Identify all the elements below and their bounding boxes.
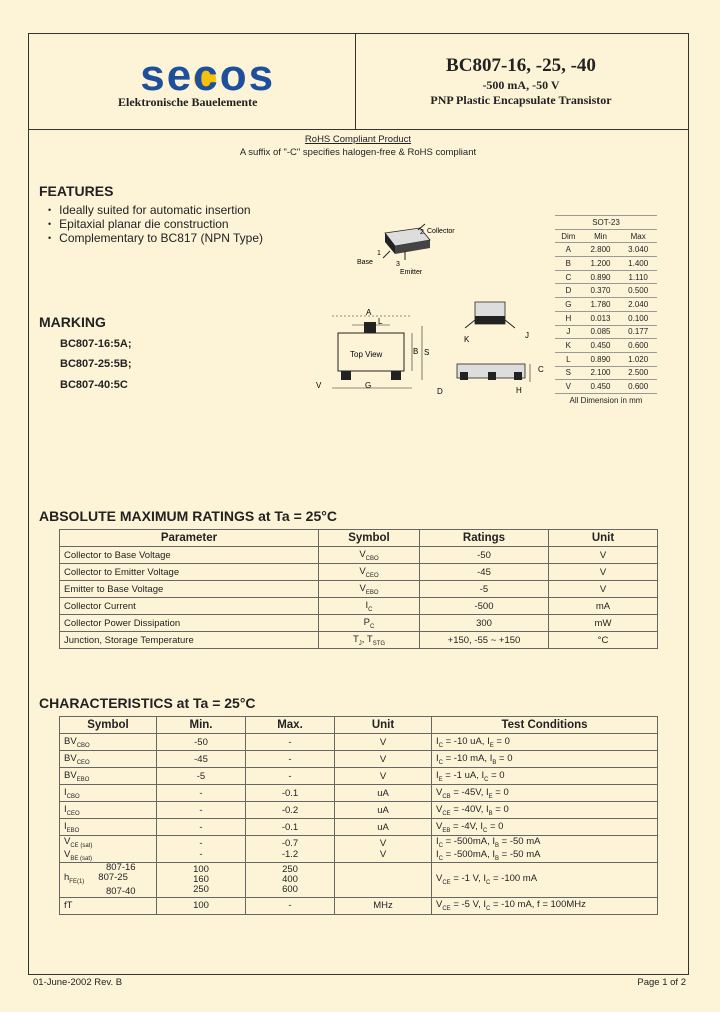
table-row: Collector Current $I_C$ -500 mA [60,598,658,615]
col-header: Unit [335,717,432,734]
top-view-label: Top View [350,350,383,359]
pin-label-collector: Collector [427,228,455,235]
col-header: Ratings [420,530,549,547]
dim-label: D [437,387,443,396]
dim-row: A 2.800 3.040 [555,243,657,257]
table-row: $I_{CEO}$ - -0.2 uA $V_{CE} = -40V$, $I_B = 0$ [60,802,658,819]
pin-number: 1 [377,250,381,257]
table-row: $BV_{CBO}$ -50 - V $I_C = -10$ uA, $I_E = 0$ [60,734,658,751]
pin-label-emitter: Emitter [400,269,423,276]
rohs-note: A suffix of "-C" specifies halogen-free & RoHS compliant [239,147,477,158]
col-header: Min. [157,717,246,734]
table-row: $V_{CE (sat)}$ $V_{BE (sat)}$ - - -0.7 -1.2 V V $I_C = -500mA$, $I_B = -50$ mA $I_C = -500mA$, $I_B = -50$ mA [60,836,658,863]
part-description: PNP Plastic Encapsulate Transistor [430,93,612,107]
table-row: Emitter to Base Voltage $V_{EBO}$ -5 V [60,581,658,598]
col-header: Symbol [60,717,157,734]
dim-row: D 0.370 0.500 [555,284,657,298]
dim-row: J 0.085 0.177 [555,325,657,339]
col-header: Symbol [319,530,420,547]
header-bottom-rule [28,129,688,130]
part-spec: -500 mA, -50 V [482,78,560,92]
table-row: Collector to Base Voltage $V_{CBO}$ -50 V [60,547,658,564]
dim-row: S 2.100 2.500 [555,366,657,380]
col-header: Unit [549,530,658,547]
marking-item: BC807-40:5C [60,379,128,391]
feature-item: • Epitaxial planar die construction [48,217,229,231]
abs-max-heading: ABSOLUTE MAXIMUM RATINGS at Ta = 25°C [39,508,337,524]
dim-label: J [525,331,529,340]
table-row: Collector Power Dissipation $P_C$ 300 mW [60,615,658,632]
dim-row: C 0.890 1.110 [555,270,657,284]
dim-table-title: SOT-23 [555,216,657,230]
dim-col-header: Min [582,229,620,243]
dim-label: H [516,386,522,395]
dim-row: H 0.013 0.100 [555,311,657,325]
characteristics-heading: CHARACTERISTICS at Ta = 25°C [39,695,256,711]
col-header: Max. [246,717,335,734]
table-row: Collector to Emitter Voltage $V_{CEO}$ -45 V [60,564,658,581]
side-view-drawing [435,292,555,402]
dim-label: V [316,381,322,390]
rohs-title: RoHS Compliant Product [304,134,412,145]
dim-label: B [413,347,419,356]
characteristics-table [59,716,658,915]
package-sketch [350,218,460,278]
table-row: $BV_{CEO}$ -45 - V $I_C = -10$ mA, $I_B = 0$ [60,751,658,768]
marking-item: BC807-16:5A; [60,338,132,350]
feature-item: • Complementary to BC817 (NPN Type) [48,231,263,245]
col-header: Parameter [60,530,319,547]
dim-col-header: Dim [555,229,582,243]
marking-item: BC807-25:5B; [60,358,132,370]
marking-heading: MARKING [39,314,106,330]
dim-row: B 1.200 1.400 [555,257,657,271]
col-header: Test Conditions [432,717,658,734]
table-row: $I_{EBO}$ - -0.1 uA $V_{EB} = -4V$, $I_C = 0$ [60,819,658,836]
dim-label: G [365,381,372,390]
dim-label: C [538,365,544,374]
dim-table-note: All Dimension in mm [555,393,657,406]
pin-number: 3 [396,261,400,268]
dim-row: K 0.450 0.600 [555,339,657,353]
feature-item: • Ideally suited for automatic insertion [48,203,251,217]
dim-label: S [424,348,430,357]
pin-number: 2 [420,229,424,236]
secos-logo: secos [140,51,276,100]
footer-date: 01-June-2002 Rev. B [33,977,123,988]
dim-row: V 0.450 0.600 [555,380,657,394]
table-row: 807-16 $h_{FE(1)}$ 807-25 807-40 100 160 250 250 400 600 $V_{CE} = -1$ V, $I_C = -100$ mA [60,862,658,897]
part-number: BC807-16, -25, -40 [446,55,596,76]
dim-col-header: Max [619,229,657,243]
dim-row: L 0.890 1.020 [555,352,657,366]
logo-subtitle: Elektronische Bauelemente [118,95,258,109]
dim-label: L [378,317,383,326]
dim-label: A [366,308,372,317]
features-heading: FEATURES [39,183,114,199]
dim-label: K [464,335,470,344]
table-row: fT 100 - MHz $V_{CE} = -5$ V, $I_C = -10$ mA, f = 100MHz [60,897,658,914]
dimension-table [555,215,657,407]
table-row: $I_{CBO}$ - -0.1 uA $V_{CB} = -45V$, $I_E = 0$ [60,785,658,802]
dim-row: G 1.780 2.040 [555,298,657,312]
top-view-drawing [312,308,442,398]
footer-page: Page 1 of 2 [637,977,686,988]
abs-max-table [59,529,658,649]
pin-label-base: Base [357,259,373,266]
table-row: Junction, Storage Temperature $T_J$, $T_{STG}$ +150, -55 ~ +150 °C [60,632,658,649]
table-row: $BV_{EBO}$ -5 - V $I_E = -1$ uA, $I_C = 0$ [60,768,658,785]
